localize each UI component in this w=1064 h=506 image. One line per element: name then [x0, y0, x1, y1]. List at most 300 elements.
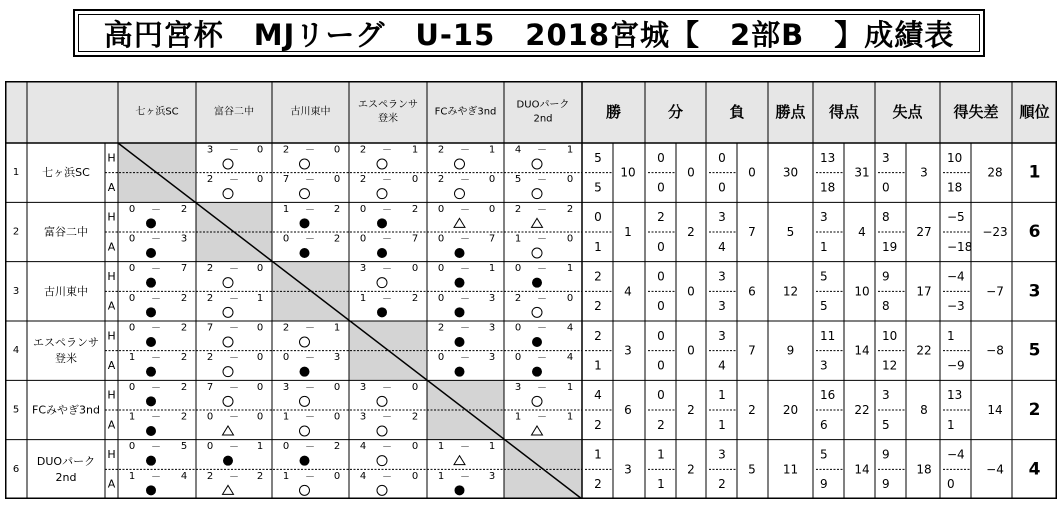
stat-away-ga: 5 — [882, 417, 890, 432]
row-number: 5 — [12, 404, 20, 416]
loss-dot-icon — [455, 278, 465, 288]
loss-dot-icon — [146, 456, 156, 466]
ha-label: H — [107, 270, 116, 283]
loss-dot-icon — [146, 426, 156, 436]
stat-home-ga: 10 — [882, 328, 898, 343]
match-dash: － — [151, 204, 161, 216]
match-score-away: 1 — [566, 411, 574, 423]
loss-dot-icon — [532, 278, 542, 288]
match-dash: － — [537, 353, 547, 365]
stat-total-win: 3 — [624, 462, 632, 477]
stat-home-ga: 8 — [882, 210, 890, 225]
stat-home-gf: 11 — [820, 328, 836, 343]
draw-triangle-icon — [532, 218, 543, 227]
stat-rank: 1 — [1028, 162, 1041, 183]
stat-home-loss: 3 — [718, 328, 726, 343]
match-score-home: 2 — [206, 263, 214, 275]
match-score-home: 1 — [514, 233, 522, 245]
match-score-home: 1 — [514, 411, 522, 423]
win-circle-icon — [455, 189, 465, 199]
row-team-name: 古川東中 — [44, 284, 88, 298]
win-circle-icon — [223, 396, 233, 406]
match-score-away: 2 — [256, 470, 264, 482]
stat-away-win: 2 — [594, 417, 602, 432]
win-circle-icon — [532, 159, 542, 169]
match-score-away: 2 — [333, 233, 341, 245]
results-table — [5, 81, 1057, 499]
win-circle-icon — [532, 189, 542, 199]
draw-triangle-icon — [532, 426, 543, 435]
match-score-home: 0 — [128, 292, 136, 304]
match-score-home: 0 — [128, 203, 136, 215]
row-team-name: FCみやぎ3nd — [32, 403, 100, 417]
match-dash: － — [537, 264, 547, 276]
ha-label: H — [107, 210, 116, 224]
match-dash: － — [382, 412, 392, 424]
match-score-away: 0 — [256, 263, 264, 275]
stat-total-gf: 14 — [854, 462, 870, 477]
ha-label: A — [107, 299, 116, 313]
stat-home-gf: 3 — [820, 210, 828, 225]
stat-total-win: 3 — [624, 343, 632, 358]
match-score-home: 1 — [282, 203, 290, 215]
stat-total-ga: 3 — [920, 165, 928, 180]
match-dash: － — [537, 175, 547, 187]
match-dash: － — [229, 442, 239, 454]
stat-total-loss: 5 — [748, 462, 756, 477]
match-score-home: 1 — [128, 470, 136, 482]
match-dash: － — [537, 323, 547, 335]
match-score-home: 1 — [437, 470, 445, 482]
win-circle-icon — [377, 426, 387, 436]
match-score-home: 1 — [359, 292, 367, 304]
row-number: 1 — [12, 167, 20, 179]
match-dash: － — [460, 264, 470, 276]
stat-home-win: 2 — [594, 269, 602, 284]
match-score-away: 3 — [333, 352, 341, 364]
match-score-away: 0 — [256, 144, 264, 156]
loss-dot-icon — [146, 248, 156, 258]
stat-total-gf: 14 — [854, 343, 870, 358]
row-team-name: 七ヶ浜SC — [42, 166, 90, 180]
stat-home-ga: 3 — [882, 388, 890, 403]
match-dash: － — [305, 145, 315, 157]
stat-total-ga: 17 — [916, 284, 932, 299]
match-score-away: 7 — [180, 263, 188, 275]
match-score-home: 0 — [206, 441, 214, 453]
stat-home-gf: 5 — [820, 447, 828, 462]
match-score-home: 4 — [359, 470, 367, 482]
win-circle-icon — [223, 337, 233, 347]
stat-away-gd: 1 — [947, 417, 955, 432]
stat-home-ga: 9 — [882, 269, 890, 284]
match-score-home: 0 — [437, 203, 445, 215]
stat-total-loss: 7 — [748, 225, 756, 239]
stat-away-loss: 4 — [718, 239, 726, 254]
match-score-away: 2 — [411, 292, 419, 304]
stat-away-gd: −9 — [947, 358, 965, 373]
stat-away-gf: 9 — [820, 477, 828, 492]
loss-dot-icon — [455, 248, 465, 258]
stat-away-ga: 8 — [882, 299, 890, 314]
stat-away-gd: −18 — [947, 239, 973, 254]
ha-label: A — [107, 359, 116, 372]
stat-total-gf: 10 — [854, 284, 870, 299]
match-score-home: 0 — [128, 263, 136, 275]
win-circle-icon — [532, 248, 542, 258]
match-dash: － — [460, 471, 470, 483]
stat-home-loss: 1 — [718, 388, 726, 403]
ha-label: A — [107, 181, 116, 194]
match-score-away: 0 — [488, 174, 496, 186]
match-score-home: 0 — [282, 352, 290, 364]
loss-dot-icon — [455, 337, 465, 347]
stat-away-loss: 2 — [718, 477, 726, 492]
match-score-home: 1 — [282, 411, 290, 423]
match-score-away: 0 — [333, 470, 341, 482]
stat-home-win: 2 — [594, 328, 602, 343]
stat-total-ga: 18 — [916, 462, 932, 477]
match-score-home: 3 — [359, 381, 367, 393]
match-dash: － — [537, 145, 547, 157]
match-score-home: 2 — [282, 322, 290, 334]
win-circle-icon — [377, 278, 387, 288]
match-score-away: 0 — [488, 203, 496, 215]
stat-away-win: 2 — [594, 477, 602, 492]
stat-away-gd: 0 — [947, 477, 955, 492]
match-dash: － — [151, 293, 161, 305]
match-dash: － — [460, 353, 470, 365]
match-score-away: 7 — [488, 233, 496, 245]
win-circle-icon — [532, 396, 542, 406]
match-score-away: 0 — [256, 322, 264, 334]
match-score-home: 7 — [282, 174, 290, 186]
match-score-home: 3 — [359, 263, 367, 275]
match-dash: － — [382, 145, 392, 157]
match-dash: － — [460, 442, 470, 454]
header-team-name: 古川東中 — [290, 106, 331, 118]
match-score-home: 2 — [514, 203, 522, 215]
match-score-home: 0 — [206, 411, 214, 423]
draw-triangle-icon — [223, 426, 234, 435]
match-score-away: 2 — [566, 203, 574, 215]
match-dash: － — [460, 145, 470, 157]
stat-total-ga: 22 — [916, 343, 932, 358]
row-number: 3 — [12, 285, 20, 297]
match-score-home: 2 — [514, 292, 522, 304]
ha-label: H — [107, 329, 116, 343]
match-dash: － — [460, 175, 470, 187]
loss-dot-icon — [146, 367, 156, 377]
loss-dot-icon — [377, 218, 387, 228]
match-score-home: 2 — [206, 174, 214, 186]
stat-total-loss: 2 — [748, 403, 756, 417]
stat-total-gd: −23 — [982, 225, 1008, 239]
loss-dot-icon — [146, 307, 156, 317]
ha-label: A — [107, 477, 116, 491]
match-score-away: 0 — [333, 144, 341, 156]
loss-dot-icon — [532, 337, 542, 347]
row-team-name: エスペランサ — [33, 336, 99, 350]
ha-label: H — [107, 388, 116, 402]
stat-away-win: 1 — [594, 358, 602, 373]
match-score-home: 0 — [128, 441, 136, 453]
match-score-away: 1 — [566, 263, 574, 275]
match-score-away: 2 — [180, 352, 188, 364]
match-score-home: 3 — [359, 411, 367, 423]
match-score-away: 2 — [411, 203, 419, 215]
match-score-away: 0 — [256, 381, 264, 393]
match-score-home: 3 — [206, 144, 214, 156]
stat-home-gd: 1 — [947, 328, 955, 343]
match-score-away: 7 — [411, 233, 419, 245]
win-circle-icon — [377, 396, 387, 406]
win-circle-icon — [377, 485, 387, 495]
match-score-home: 1 — [128, 411, 136, 423]
match-score-home: 0 — [437, 292, 445, 304]
header-team-name: 2nd — [533, 113, 553, 125]
match-score-away: 3 — [488, 352, 496, 364]
match-dash: － — [151, 471, 161, 483]
stat-total-draw: 0 — [687, 165, 695, 180]
row-number: 4 — [12, 345, 20, 357]
row-team-name: 富谷二中 — [44, 225, 88, 239]
match-dash: － — [305, 353, 315, 365]
match-score-home: 0 — [514, 263, 522, 275]
match-score-away: 1 — [256, 292, 264, 304]
stat-rank: 5 — [1028, 340, 1041, 361]
match-dash: － — [537, 293, 547, 305]
stat-total-draw: 2 — [687, 225, 695, 239]
match-dash: － — [460, 204, 470, 216]
stat-away-gd: 18 — [947, 180, 963, 195]
match-score-away: 3 — [488, 322, 496, 334]
header-team-name: 富谷二中 — [214, 106, 254, 118]
stat-home-win: 1 — [594, 447, 602, 462]
match-dash: － — [151, 442, 161, 454]
loss-dot-icon — [146, 396, 156, 406]
match-score-away: 2 — [180, 292, 188, 304]
loss-dot-icon — [300, 456, 310, 466]
match-score-home: 2 — [437, 322, 445, 334]
header-stat-label: 順位 — [1019, 103, 1050, 121]
match-dash: － — [229, 175, 239, 187]
match-score-away: 2 — [180, 322, 188, 334]
loss-dot-icon — [455, 367, 465, 377]
match-dash: － — [305, 471, 315, 483]
stat-home-gd: −4 — [947, 447, 965, 462]
loss-dot-icon — [455, 485, 465, 495]
stat-points: 11 — [782, 462, 799, 477]
match-dash: － — [537, 234, 547, 246]
match-score-away: 0 — [411, 441, 419, 453]
win-circle-icon — [300, 159, 310, 169]
match-dash: － — [229, 353, 239, 365]
stat-home-draw: 0 — [657, 269, 665, 284]
match-score-away: 1 — [488, 144, 496, 156]
win-circle-icon — [223, 367, 233, 377]
match-score-home: 0 — [437, 263, 445, 275]
match-score-away: 0 — [333, 174, 341, 186]
match-dash: － — [382, 264, 392, 276]
match-score-away: 4 — [180, 470, 188, 482]
match-dash: － — [151, 412, 161, 424]
stat-home-win: 0 — [594, 210, 602, 225]
stat-away-win: 1 — [594, 239, 602, 254]
match-score-home: 0 — [282, 441, 290, 453]
match-score-away: 0 — [411, 470, 419, 482]
win-circle-icon — [300, 485, 310, 495]
match-score-home: 0 — [514, 322, 522, 334]
header-team-name: 登米 — [378, 113, 398, 125]
match-dash: － — [305, 234, 315, 246]
match-dash: － — [537, 382, 547, 394]
stat-total-gd: −7 — [986, 284, 1004, 299]
row-team-name: 登米 — [55, 352, 77, 366]
stat-home-ga: 3 — [882, 150, 890, 165]
match-dash: － — [382, 471, 392, 483]
stat-points: 9 — [786, 343, 795, 358]
match-score-away: 4 — [566, 322, 574, 334]
win-circle-icon — [223, 189, 233, 199]
match-score-home: 0 — [437, 352, 445, 364]
stat-home-win: 5 — [594, 150, 602, 165]
stat-points: 5 — [786, 225, 795, 239]
stat-total-draw: 2 — [687, 462, 695, 477]
match-score-home: 7 — [206, 322, 214, 334]
win-circle-icon — [377, 456, 387, 466]
match-score-away: 5 — [180, 441, 188, 453]
match-score-home: 2 — [359, 174, 367, 186]
match-score-away: 0 — [256, 352, 264, 364]
match-dash: － — [537, 412, 547, 424]
stat-home-gd: −4 — [947, 269, 965, 284]
ha-label: A — [107, 418, 116, 432]
win-circle-icon — [223, 278, 233, 288]
stat-away-ga: 0 — [882, 180, 890, 195]
stat-away-gf: 5 — [820, 299, 828, 314]
stat-home-draw: 0 — [657, 388, 665, 403]
stat-home-loss: 3 — [718, 210, 726, 225]
stat-total-draw: 2 — [687, 403, 695, 417]
stat-total-win: 4 — [624, 284, 632, 299]
stat-away-draw: 0 — [657, 180, 665, 195]
match-score-home: 0 — [128, 322, 136, 334]
match-dash: － — [151, 264, 161, 276]
stat-away-ga: 12 — [882, 358, 898, 373]
stat-total-gd: 28 — [987, 165, 1003, 180]
match-score-home: 0 — [359, 203, 367, 215]
match-score-away: 1 — [566, 144, 574, 156]
match-score-home: 2 — [206, 470, 214, 482]
match-score-away: 0 — [256, 411, 264, 423]
match-dash: － — [382, 204, 392, 216]
header-stat-label: 勝 — [605, 103, 622, 121]
stat-home-loss: 3 — [718, 447, 726, 462]
match-dash: － — [229, 145, 239, 157]
match-dash: － — [460, 323, 470, 335]
win-circle-icon — [223, 307, 233, 317]
match-score-away: 0 — [566, 233, 574, 245]
match-dash: － — [382, 293, 392, 305]
stat-away-draw: 0 — [657, 358, 665, 373]
stat-home-draw: 0 — [657, 328, 665, 343]
loss-dot-icon — [455, 307, 465, 317]
stat-total-win: 6 — [624, 403, 632, 417]
match-score-home: 0 — [282, 233, 290, 245]
header-stat-label: 得点 — [828, 103, 860, 121]
match-dash: － — [151, 323, 161, 335]
match-dash: － — [537, 204, 547, 216]
stat-away-gf: 18 — [820, 180, 836, 195]
stat-home-ga: 9 — [882, 447, 890, 462]
ha-label: A — [107, 240, 116, 254]
match-score-away: 0 — [411, 263, 419, 275]
match-score-away: 0 — [566, 174, 574, 186]
stat-home-draw: 2 — [657, 210, 665, 225]
stat-away-gf: 6 — [820, 417, 828, 432]
match-dash: － — [151, 234, 161, 246]
match-dash: － — [151, 353, 161, 365]
match-dash: － — [382, 234, 392, 246]
loss-dot-icon — [377, 307, 387, 317]
row-team-name: DUOパーク — [36, 454, 96, 468]
match-score-away: 2 — [411, 411, 419, 423]
stat-home-draw: 1 — [657, 447, 665, 462]
loss-dot-icon — [300, 218, 310, 228]
stat-total-draw: 0 — [687, 284, 695, 299]
draw-triangle-icon — [223, 485, 234, 494]
stat-total-gf: 4 — [858, 225, 866, 239]
stat-away-win: 5 — [594, 180, 602, 195]
loss-dot-icon — [146, 485, 156, 495]
match-dash: － — [460, 293, 470, 305]
match-dash: － — [305, 442, 315, 454]
win-circle-icon — [300, 337, 310, 347]
stat-total-gd: −4 — [986, 462, 1004, 477]
title-text: 高円宮杯 MJリーグ U-15 2018宮城【 2部B 】成績表 — [103, 17, 955, 52]
match-dash: － — [229, 471, 239, 483]
stat-home-loss: 3 — [718, 269, 726, 284]
match-score-home: 2 — [437, 174, 445, 186]
match-score-away: 0 — [256, 174, 264, 186]
win-circle-icon — [300, 189, 310, 199]
stat-home-gd: −5 — [947, 210, 965, 225]
loss-dot-icon — [532, 367, 542, 377]
match-score-home: 4 — [514, 144, 522, 156]
match-dash: － — [305, 412, 315, 424]
row-team-name: 2nd — [55, 470, 77, 484]
stat-points: 12 — [782, 284, 799, 299]
match-dash: － — [382, 442, 392, 454]
win-circle-icon — [377, 159, 387, 169]
loss-dot-icon — [300, 248, 310, 258]
match-dash: － — [460, 234, 470, 246]
match-dash: － — [305, 323, 315, 335]
match-score-away: 3 — [488, 470, 496, 482]
row-number: 6 — [12, 463, 20, 475]
loss-dot-icon — [377, 248, 387, 258]
match-dash: － — [305, 204, 315, 216]
match-dash: － — [229, 382, 239, 394]
stat-home-gf: 16 — [820, 388, 836, 403]
loss-dot-icon — [146, 218, 156, 228]
stat-away-gd: −3 — [947, 299, 965, 314]
header-stat-label: 負 — [729, 103, 745, 121]
match-score-away: 0 — [333, 411, 341, 423]
stat-away-draw: 2 — [657, 417, 665, 432]
match-score-home: 1 — [282, 470, 290, 482]
